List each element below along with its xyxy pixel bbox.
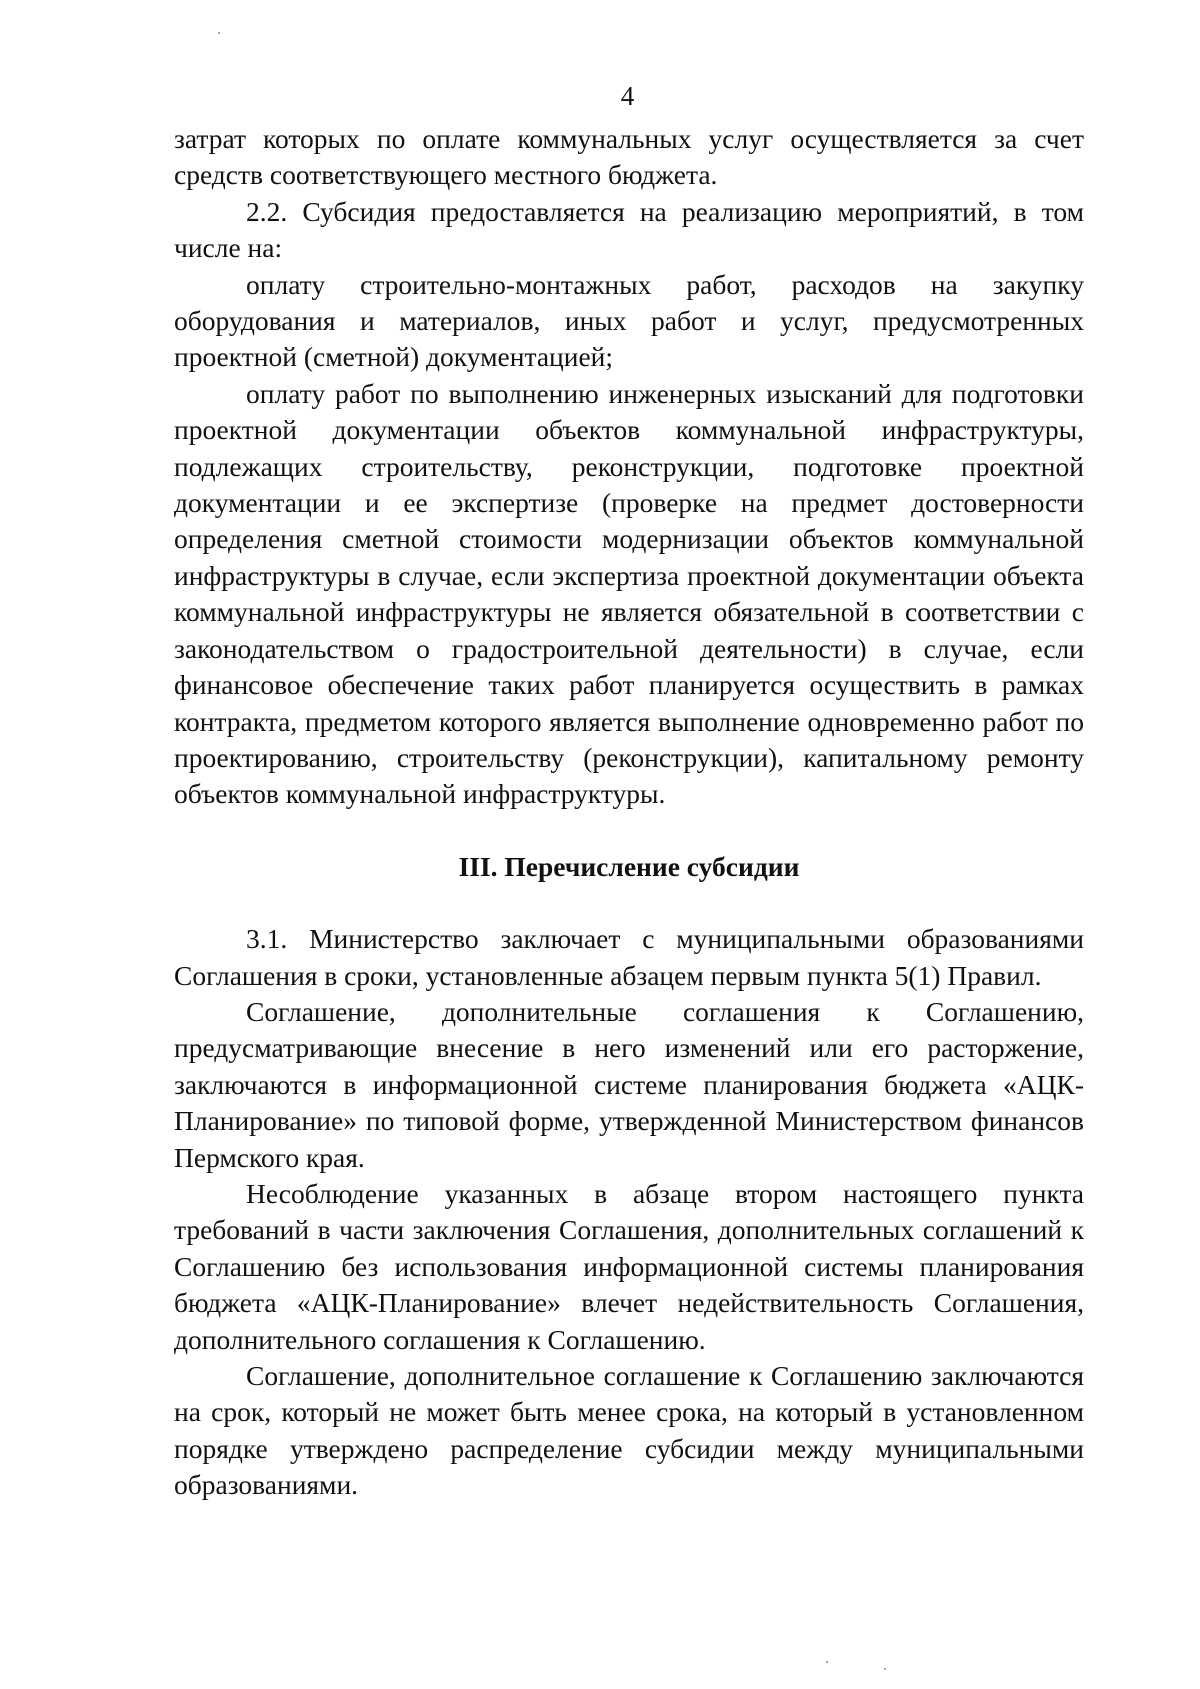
scan-speck	[826, 1661, 828, 1663]
page-number: 4	[620, 81, 635, 111]
paragraph-construction-works: оплату строительно-монтажных работ, расходов на закупку оборудования и материалов, иных работ и услуг, предусмотренных проектной (сметной) документацией;	[174, 268, 1084, 373]
paragraph-2-2: 2.2. Субсидия предоставляется на реализацию мероприятий, в том числе на:	[174, 195, 1084, 264]
paragraph-continuation: затрат которых по оплате коммунальных услуг осуществляется за счет средств соответствующего местного бюджета.	[174, 123, 1084, 191]
section-heading: III. Перечисление субсидии	[458, 850, 800, 882]
paragraph-agreement-term: Соглашение, дополнительное соглашение к Соглашению заключаются на срок, который не может быть менее срока, на который в установленном порядке утверждено распределение субсидии между муниципальными образованиями.	[174, 1360, 1084, 1501]
paragraph-3-1: 3.1. Министерство заключает с муниципальными образованиями Соглашения в сроки, установленные абзацем первым пункта 5(1) Правил.	[174, 923, 1084, 991]
scan-speck	[218, 32, 220, 34]
paragraph-engineering-surveys: оплату работ по выполнению инженерных изысканий для подготовки проектной документации объектов коммунальной инфраструктуры, подлежащих строительству, реконструкции, подготовке проектной документации и ее экспертизе (проверке на предмет достоверности определения сметной стоимости модернизации объектов коммунальной инфраструктуры в случае, если экспертиза проектной документации объекта коммунальной инфраструктуры не является обязательной в соответствии с законодательством о градостроительной деятельности) в случае, если финансовое обеспечение таких работ планируется осуществить в рамках контракта, предметом которого является выполнение одновременно работ по проектированию, строительству (реконструкции), капитальному ремонту объектов коммунальной инфраструктуры.	[174, 377, 1084, 810]
paragraph-agreement-system: Соглашение, дополнительные соглашения к Соглашению, предусматривающие внесение в него изменений или его расторжение, заключаются в информационной системе планирования бюджета «АЦК-Планирование» по типовой форме, утвержденной Министерством финансов Пермского края.	[174, 995, 1084, 1173]
document-body	[174, 121, 1084, 1504]
scan-speck	[884, 1668, 886, 1670]
paragraph-non-compliance: Несоблюдение указанных в абзаце втором настоящего пункта требований в части заключения Соглашения, дополнительных соглашений к Соглашению без использования информационной системы планирования бюджета «АЦК-Планирование» влечет недействительность Соглашения, дополнительного соглашения к Соглашению.	[174, 1177, 1084, 1355]
